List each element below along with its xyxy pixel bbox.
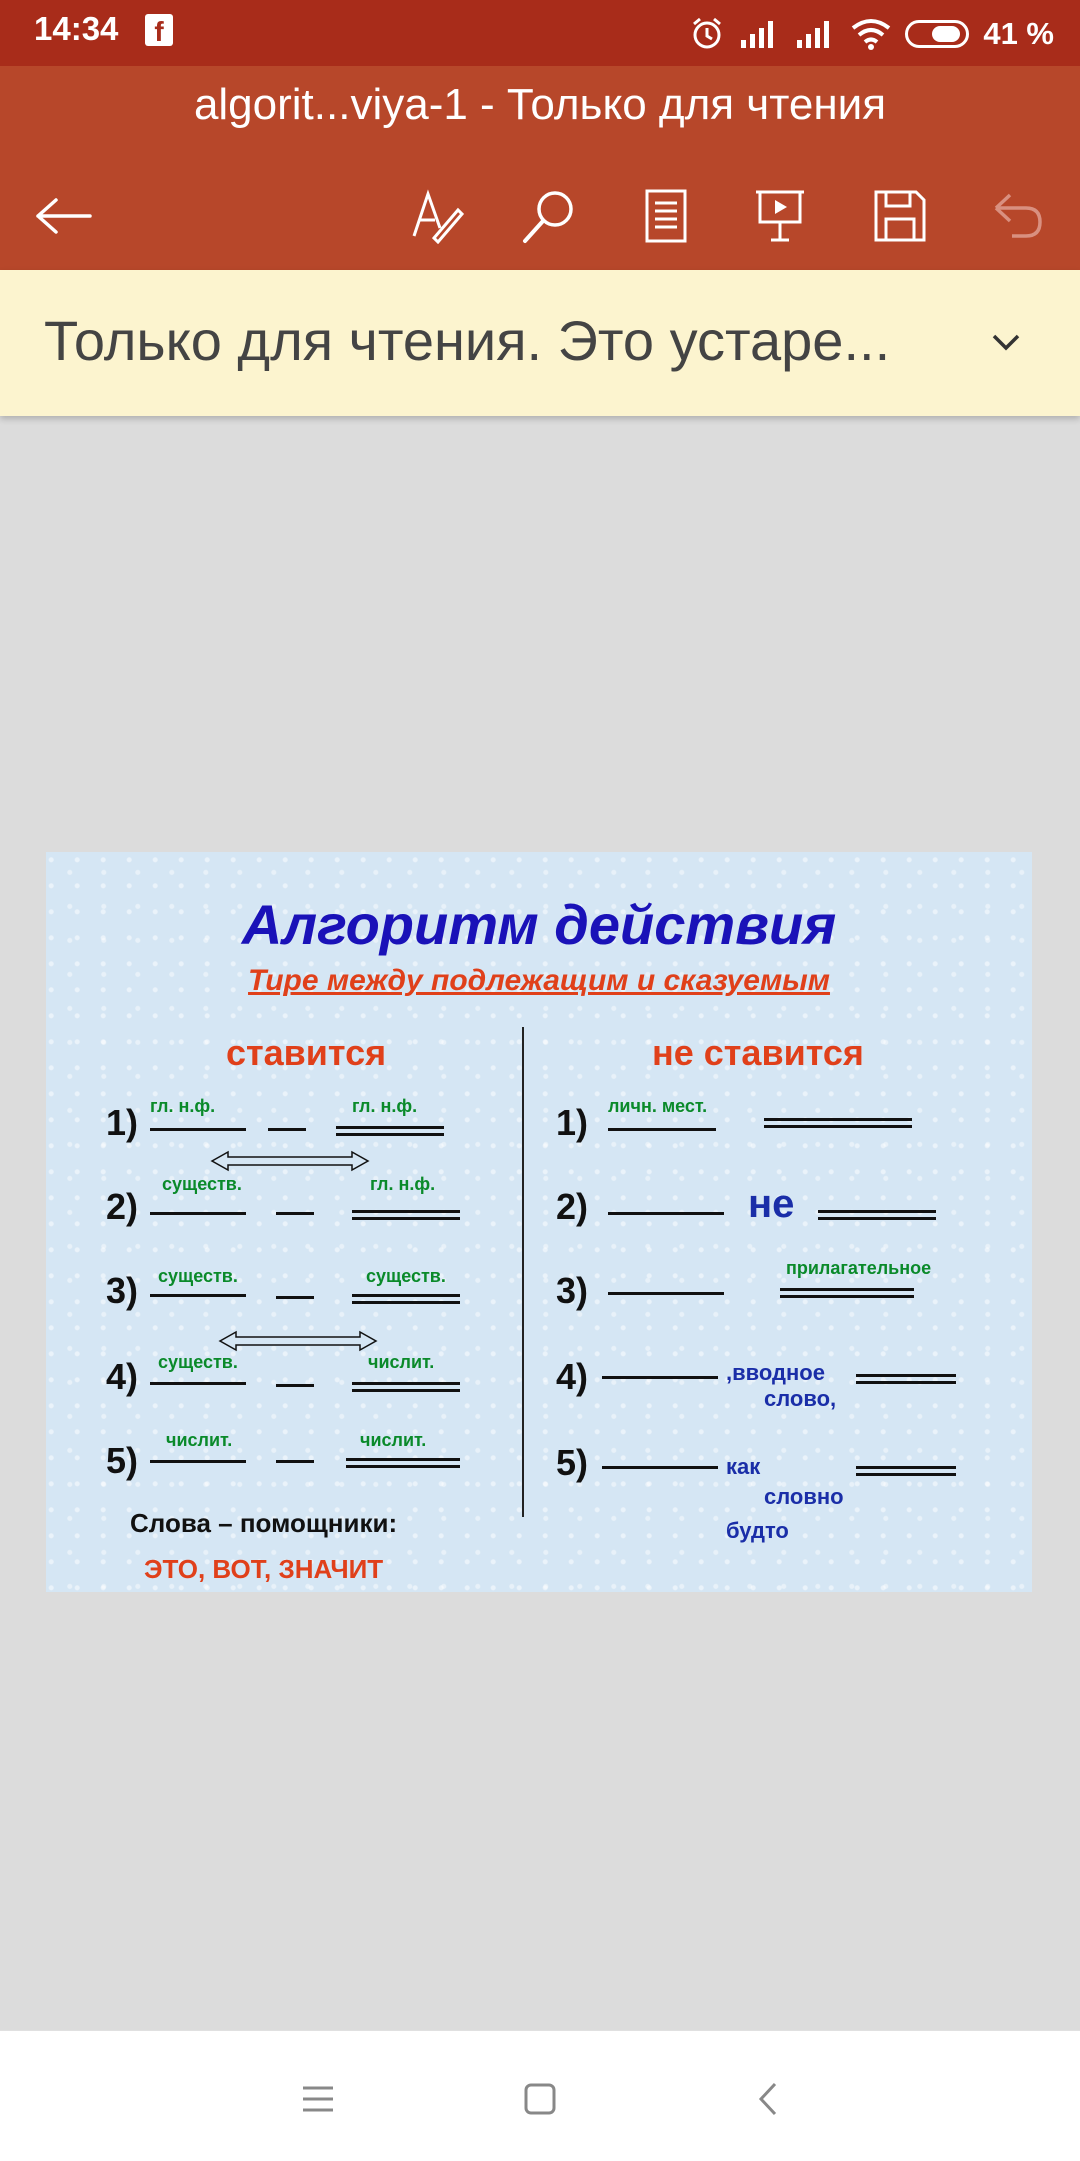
home-square-icon bbox=[523, 2082, 557, 2116]
menu-icon bbox=[301, 2085, 335, 2113]
right-column-header: не ставится bbox=[652, 1032, 864, 1073]
right-row-3-label: прилагательное bbox=[786, 1258, 932, 1278]
slide[interactable] bbox=[46, 852, 1032, 1592]
right-row-2-number: 2) bbox=[556, 1186, 589, 1227]
predicate-line bbox=[352, 1382, 460, 1392]
right-row-4-number: 4) bbox=[556, 1356, 589, 1397]
right-row-1-number: 1) bbox=[556, 1102, 589, 1143]
predicate-line bbox=[346, 1458, 460, 1468]
undo-icon bbox=[992, 192, 1044, 240]
status-time: 14:34 bbox=[34, 10, 119, 47]
home-nav-button[interactable] bbox=[512, 2071, 568, 2127]
presentation-icon bbox=[753, 188, 807, 244]
subject-line bbox=[150, 1382, 246, 1385]
arrow-left-icon bbox=[34, 196, 94, 236]
present-button[interactable] bbox=[742, 178, 818, 254]
search-button[interactable] bbox=[512, 178, 588, 254]
left-row-3-number: 3) bbox=[106, 1270, 139, 1311]
search-icon bbox=[521, 187, 579, 245]
save-button[interactable] bbox=[862, 178, 938, 254]
app-title-bar bbox=[0, 66, 1080, 270]
helpers-title: Слова – помощники: bbox=[130, 1508, 398, 1538]
system-nav-bar bbox=[0, 2030, 1080, 2161]
left-row-4-number: 4) bbox=[106, 1356, 139, 1397]
left-row-1-number: 1) bbox=[106, 1102, 139, 1143]
predicate-line bbox=[352, 1210, 460, 1220]
subject-line bbox=[150, 1128, 246, 1131]
dash-mark bbox=[276, 1212, 314, 1215]
left-row-1-label-b: гл. н.ф. bbox=[352, 1096, 418, 1116]
back-button[interactable] bbox=[26, 178, 102, 254]
left-row-2-label-a: существ. bbox=[162, 1174, 242, 1194]
right-row-5-number: 5) bbox=[556, 1442, 589, 1483]
right-row-5-word-2: словно bbox=[764, 1484, 844, 1509]
right-row-5-word-1: как bbox=[726, 1454, 761, 1479]
left-row-2-label-b: гл. н.ф. bbox=[370, 1174, 436, 1194]
document-icon bbox=[644, 188, 688, 244]
column-divider bbox=[522, 1027, 524, 1517]
subject-line bbox=[602, 1376, 718, 1379]
status-icons bbox=[689, 12, 1054, 56]
left-row-4-label-b: числит. bbox=[368, 1352, 435, 1372]
wifi-icon bbox=[851, 18, 891, 50]
left-row-5-label-b: числит. bbox=[360, 1430, 427, 1450]
dash-mark bbox=[276, 1460, 314, 1463]
predicate-line bbox=[856, 1466, 956, 1476]
predicate-line bbox=[856, 1374, 956, 1384]
predicate-line bbox=[780, 1288, 914, 1298]
subject-line bbox=[150, 1460, 246, 1463]
right-row-1-label: личн. мест. bbox=[608, 1096, 708, 1116]
left-row-2-number: 2) bbox=[106, 1186, 139, 1227]
edit-button[interactable] bbox=[398, 178, 474, 254]
signal-icon-2 bbox=[795, 18, 837, 50]
double-arrow-icon bbox=[218, 1330, 378, 1352]
slide-subtitle: Тире между подлежащим и сказуемым bbox=[248, 964, 830, 997]
alarm-icon bbox=[689, 16, 725, 52]
subject-line bbox=[602, 1466, 718, 1469]
helpers-words: ЭТО, ВОТ, ЗНАЧИТ bbox=[144, 1554, 384, 1584]
predicate-line bbox=[764, 1118, 912, 1128]
back-nav-button[interactable] bbox=[740, 2071, 796, 2127]
left-row-5-label-a: числит. bbox=[166, 1430, 233, 1450]
dash-mark bbox=[276, 1384, 314, 1387]
left-row-3-label-a: существ. bbox=[158, 1266, 238, 1286]
left-row-4-label-a: существ. bbox=[158, 1352, 238, 1372]
banner-expand-button[interactable] bbox=[976, 312, 1036, 372]
right-row-4-word-1: ,вводное bbox=[726, 1360, 825, 1385]
double-arrow-icon bbox=[210, 1150, 370, 1172]
subject-line bbox=[608, 1292, 724, 1295]
pen-icon bbox=[408, 188, 464, 244]
right-row-4-word-2: слово, bbox=[764, 1386, 837, 1411]
menu-nav-button[interactable] bbox=[290, 2071, 346, 2127]
banner-text: Только для чтения. Это устаре... bbox=[44, 309, 891, 372]
right-row-3-number: 3) bbox=[556, 1270, 589, 1311]
ne-particle: не bbox=[748, 1182, 795, 1226]
left-row-1-label-a: гл. н.ф. bbox=[150, 1096, 216, 1116]
document-title: algorit...viya-1 - Только для чтения bbox=[193, 80, 887, 129]
left-row-5-number: 5) bbox=[106, 1440, 139, 1481]
chevron-down-icon bbox=[991, 333, 1021, 351]
undo-button[interactable] bbox=[980, 178, 1056, 254]
right-row-5-word-3: будто bbox=[726, 1518, 789, 1543]
predicate-line bbox=[352, 1294, 460, 1304]
battery-icon bbox=[905, 20, 969, 48]
battery-percent: 41 % bbox=[983, 16, 1054, 51]
status-bar bbox=[0, 0, 1080, 66]
subject-line bbox=[608, 1128, 716, 1131]
predicate-line bbox=[818, 1210, 936, 1220]
reading-view-button[interactable] bbox=[628, 178, 704, 254]
dash-mark bbox=[276, 1296, 314, 1299]
slide-title: Алгоритм действия bbox=[241, 893, 837, 956]
left-column-header: ставится bbox=[226, 1032, 387, 1073]
read-only-banner[interactable] bbox=[0, 270, 1080, 416]
subject-line bbox=[150, 1212, 246, 1215]
signal-icon bbox=[739, 18, 781, 50]
facebook-notification-icon: f bbox=[145, 14, 173, 46]
dash-mark bbox=[268, 1128, 306, 1131]
chevron-left-icon bbox=[757, 2081, 779, 2117]
predicate-line bbox=[336, 1126, 444, 1136]
left-row-3-label-b: существ. bbox=[366, 1266, 446, 1286]
subject-line bbox=[608, 1212, 724, 1215]
save-icon bbox=[873, 189, 927, 243]
subject-line bbox=[150, 1294, 246, 1297]
